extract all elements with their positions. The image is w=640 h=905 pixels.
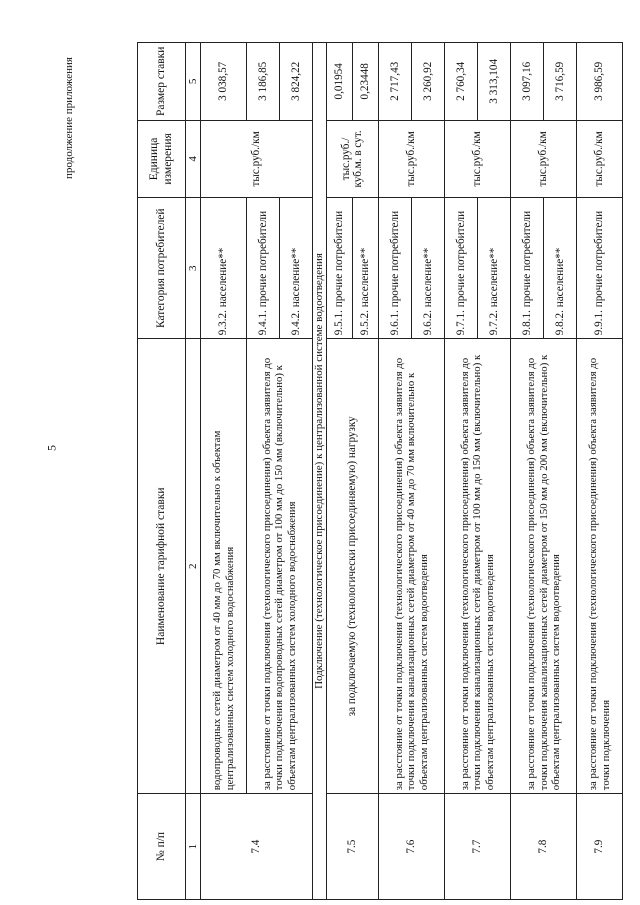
table-row (511, 43, 544, 900)
row-rate: 3 186,85 (247, 43, 280, 121)
table-header-row (138, 43, 186, 900)
row-category: 9.7.1. прочие потребители (445, 198, 478, 339)
row-category: 9.9.1. прочие потребители (577, 198, 623, 339)
table-row (577, 43, 623, 900)
row-category: 9.6.1. прочие потребители (378, 198, 411, 339)
tariff-table (137, 42, 623, 900)
row-rate: 0,01954 (326, 43, 352, 121)
row-category: 9.4.2. население** (280, 198, 313, 339)
row-category: 9.7.2. население** (478, 198, 511, 339)
row-rate: 3 824,22 (280, 43, 313, 121)
row-name: за расстояние от точки подключения (технологического присоединения) объекта заявителя до точки подключения канализационных сетей диаметром от 100 мм до 150 мм (включительно) к объектам централизованных систем водоотведения (445, 339, 511, 794)
table-row (378, 43, 411, 900)
col-number-3: 3 (186, 198, 201, 339)
header-num: № п/п (138, 794, 186, 900)
row-category: 9.6.2. население** (412, 198, 445, 339)
header-category: Категория потребителей (138, 198, 186, 339)
col-number-1: 1 (186, 794, 201, 900)
header-rate: Размер ставки (138, 43, 186, 121)
col-number-4: 4 (186, 120, 201, 198)
row-name: за расстояние от точки подключения (технологического присоединения) объекта заявителя до точки подключения водопроводных сетей диаметром от 100 мм до 150 мм (включительно) к объектам централизованных систем холодного водоснабжения (247, 339, 313, 794)
row-num: 7.8 (511, 794, 577, 900)
row-rate: 3 716,59 (544, 43, 577, 121)
table-row (201, 43, 247, 900)
header-unit: Единица измерения (138, 120, 186, 198)
row-num: 7.4 (201, 794, 313, 900)
section-row (313, 43, 327, 900)
row-unit: тыс.руб./км (445, 120, 511, 198)
row-unit: тыс.руб./км (577, 120, 623, 198)
row-rate: 2 760,34 (445, 43, 478, 121)
table-row (445, 43, 478, 900)
row-category: 9.5.2. население** (352, 198, 378, 339)
row-rate: 3 986,59 (577, 43, 623, 121)
row-rate: 3 260,92 (412, 43, 445, 121)
row-rate: 3 313,104 (478, 43, 511, 121)
row-category: 9.3.2. население** (201, 198, 247, 339)
row-name: за расстояние от точки подключения (технологического присоединения) объекта заявителя до точки подключения канализационных сетей диаметром от 40 мм до 70 мм включительно к объектам централизованных систем водоотведения (378, 339, 444, 794)
row-name: за расстояние от точки подключения (технологического присоединения) объекта заявителя до точки подключения (577, 339, 623, 794)
row-num: 7.6 (378, 794, 444, 900)
row-num: 7.9 (577, 794, 623, 900)
row-category: 9.5.1. прочие потребители (326, 198, 352, 339)
row-category: 9.8.2. население** (544, 198, 577, 339)
row-num: 7.5 (326, 794, 378, 900)
row-rate: 3 038,57 (201, 43, 247, 121)
row-name: за расстояние от точки подключения (технологического присоединения) объекта заявителя до точки подключения канализационных сетей диаметром от 150 мм до 200 мм (включительно) к объектам централизованных систем водоотведения (511, 339, 577, 794)
row-unit: тыс.руб./км (201, 120, 313, 198)
row-category: 9.4.1. прочие потребители (247, 198, 280, 339)
row-name: за подключаемую (технологически присоединяемую) нагрузку (326, 339, 378, 794)
col-number-2: 2 (186, 339, 201, 794)
col-number-5: 5 (186, 43, 201, 121)
row-unit: тыс.руб./км (378, 120, 444, 198)
continuation-note: продолжение приложения (63, 57, 75, 179)
table-row (326, 43, 352, 900)
tariff-table-container (137, 42, 623, 900)
column-number-row (186, 43, 201, 900)
row-rate: 3 097,16 (511, 43, 544, 121)
row-unit: тыс.руб./км (511, 120, 577, 198)
row-category: 9.8.1. прочие потребители (511, 198, 544, 339)
row-name: водопроводных сетей диаметром от 40 мм до 70 мм включительно к объектам централизованных систем холодного водоснабжения (201, 339, 247, 794)
row-num: 7.7 (445, 794, 511, 900)
section-title: Подключение (технологическое присоединение) к централизованной системе водоотведения (313, 43, 327, 900)
row-rate: 2 717,43 (378, 43, 411, 121)
header-name: Наименование тарифной ставки (138, 339, 186, 794)
page-number: 5 (44, 445, 59, 451)
row-rate: 0,23448 (352, 43, 378, 121)
row-unit: тыс.руб./ куб.м. в сут. (326, 120, 378, 198)
